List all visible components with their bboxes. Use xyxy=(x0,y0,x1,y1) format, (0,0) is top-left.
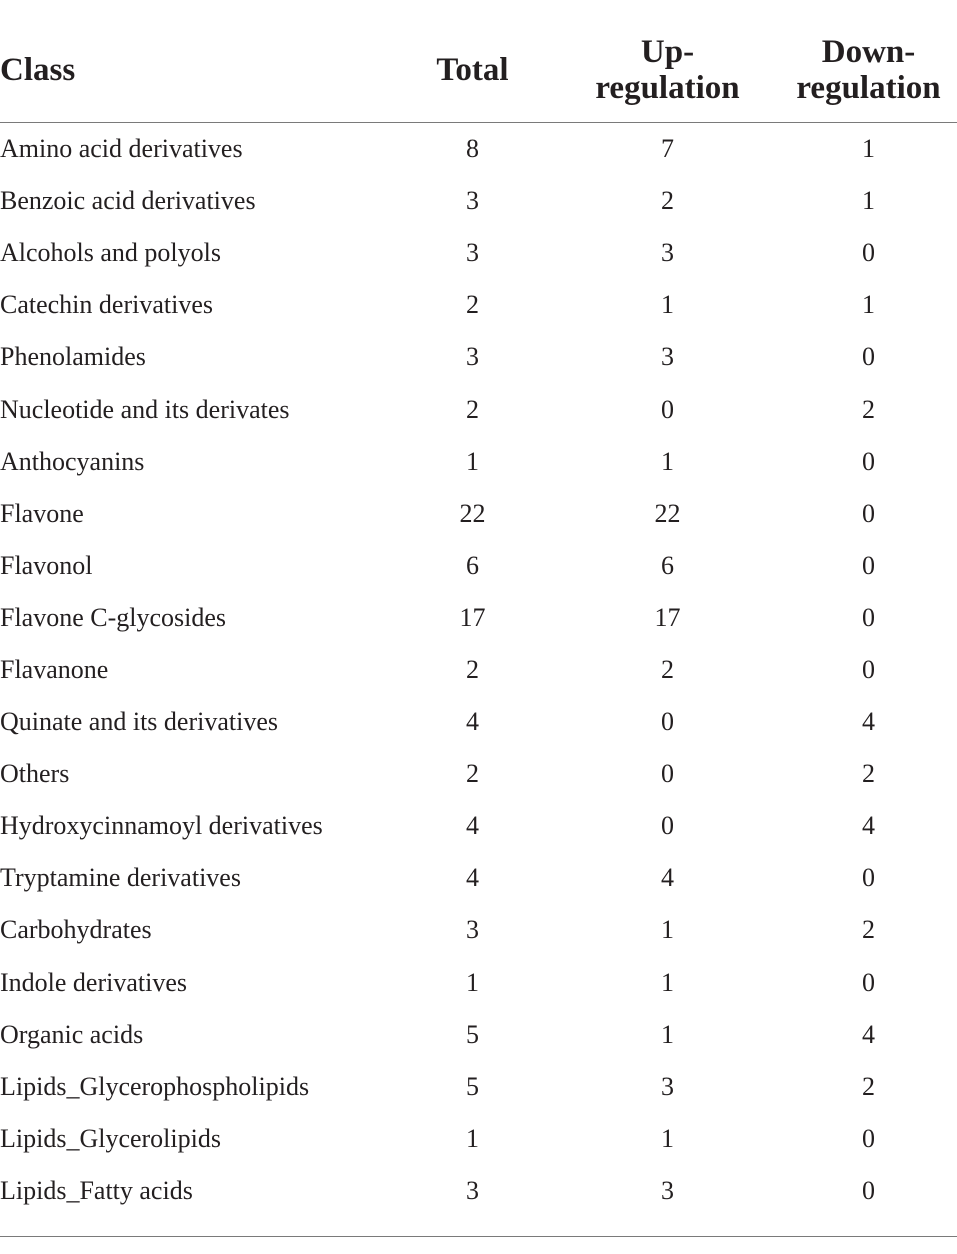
cell-up-regulation: 3 xyxy=(661,342,674,372)
cell-down-regulation: 1 xyxy=(862,290,875,320)
header-row xyxy=(0,18,957,123)
cell-up-regulation: 1 xyxy=(661,446,674,476)
table-row xyxy=(0,488,957,540)
cell-total: 17 xyxy=(459,602,486,632)
metabolite-class-table xyxy=(0,18,957,1217)
header-down-regulation xyxy=(780,18,957,123)
cell-total: 3 xyxy=(466,186,479,216)
cell-class: Phenolamides xyxy=(0,342,146,372)
table-row xyxy=(0,175,957,227)
table-bottom-rule xyxy=(0,1236,957,1237)
cell-class: Quinate and its derivatives xyxy=(0,707,278,737)
cell-class: Lipids_Glycerophospholipids xyxy=(0,1071,310,1101)
cell-total: 3 xyxy=(466,1175,479,1205)
table-row xyxy=(0,1113,957,1165)
cell-class: Flavanone xyxy=(0,654,109,684)
table-row xyxy=(0,1061,957,1113)
cell-total: 1 xyxy=(466,446,479,476)
cell-total: 3 xyxy=(466,915,479,945)
cell-class: Lipids_Fatty acids xyxy=(0,1175,193,1205)
cell-total: 2 xyxy=(466,654,479,684)
table-row xyxy=(0,644,957,696)
cell-up-regulation: 2 xyxy=(661,654,674,684)
cell-total: 4 xyxy=(466,707,479,737)
table-row xyxy=(0,123,957,176)
cell-class: Anthocyanins xyxy=(0,446,145,476)
cell-class: Catechin derivatives xyxy=(0,290,213,320)
cell-total: 1 xyxy=(466,1123,479,1153)
cell-class: Flavonol xyxy=(0,550,93,580)
table-row xyxy=(0,383,957,435)
cell-total: 3 xyxy=(466,238,479,268)
header-class xyxy=(0,18,390,123)
cell-up-regulation: 22 xyxy=(654,498,681,528)
cell-up-regulation: 1 xyxy=(661,915,674,945)
cell-down-regulation: 4 xyxy=(862,1019,875,1049)
cell-up-regulation: 1 xyxy=(661,967,674,997)
table-row xyxy=(0,436,957,488)
header-down-line1: Down- xyxy=(821,34,916,70)
cell-up-regulation: 3 xyxy=(661,1071,674,1101)
cell-down-regulation: 0 xyxy=(862,654,875,684)
cell-total: 22 xyxy=(459,498,486,528)
cell-class: Flavone xyxy=(0,498,84,528)
cell-total: 3 xyxy=(466,342,479,372)
cell-total: 8 xyxy=(466,134,479,164)
cell-down-regulation: 0 xyxy=(862,498,875,528)
header-total-label: Total xyxy=(436,52,509,88)
cell-down-regulation: 4 xyxy=(862,707,875,737)
header-up-line2: regulation xyxy=(595,70,740,106)
cell-up-regulation: 17 xyxy=(654,602,681,632)
table-header xyxy=(0,18,957,123)
table-row xyxy=(0,331,957,383)
cell-up-regulation: 3 xyxy=(661,1175,674,1205)
cell-class: Benzoic acid derivatives xyxy=(0,186,256,216)
cell-class: Organic acids xyxy=(0,1019,144,1049)
table-row xyxy=(0,748,957,800)
cell-total: 4 xyxy=(466,863,479,893)
cell-total: 2 xyxy=(466,759,479,789)
table-row xyxy=(0,1009,957,1061)
cell-down-regulation: 0 xyxy=(862,967,875,997)
cell-down-regulation: 0 xyxy=(862,446,875,476)
cell-total: 5 xyxy=(466,1071,479,1101)
cell-up-regulation: 1 xyxy=(661,1123,674,1153)
cell-class: Indole derivatives xyxy=(0,967,187,997)
cell-down-regulation: 2 xyxy=(862,394,875,424)
cell-down-regulation: 0 xyxy=(862,342,875,372)
header-up-regulation xyxy=(555,18,780,123)
cell-class: Lipids_Glycerolipids xyxy=(0,1123,221,1153)
cell-class: Flavone C-glycosides xyxy=(0,602,227,632)
cell-down-regulation: 0 xyxy=(862,550,875,580)
cell-up-regulation: 2 xyxy=(661,186,674,216)
table-row xyxy=(0,279,957,331)
cell-up-regulation: 7 xyxy=(661,134,674,164)
header-up-line1: Up- xyxy=(640,34,695,70)
cell-down-regulation: 4 xyxy=(862,811,875,841)
cell-up-regulation: 1 xyxy=(661,290,674,320)
table-body xyxy=(0,123,957,1217)
table-row xyxy=(0,957,957,1009)
cell-down-regulation: 0 xyxy=(862,1123,875,1153)
cell-class: Alcohols and polyols xyxy=(0,238,221,268)
header-down-line2: regulation xyxy=(796,70,941,106)
cell-down-regulation: 0 xyxy=(862,863,875,893)
cell-total: 5 xyxy=(466,1019,479,1049)
cell-total: 2 xyxy=(466,394,479,424)
cell-up-regulation: 4 xyxy=(661,863,674,893)
cell-total: 6 xyxy=(466,550,479,580)
table-row xyxy=(0,540,957,592)
cell-up-regulation: 6 xyxy=(661,550,674,580)
cell-total: 1 xyxy=(466,967,479,997)
table-row xyxy=(0,1165,957,1217)
cell-up-regulation: 0 xyxy=(661,811,674,841)
cell-up-regulation: 3 xyxy=(661,238,674,268)
cell-down-regulation: 2 xyxy=(862,759,875,789)
table-row xyxy=(0,904,957,956)
cell-class: Carbohydrates xyxy=(0,915,152,945)
table-row xyxy=(0,227,957,279)
table-row xyxy=(0,800,957,852)
cell-down-regulation: 1 xyxy=(862,134,875,164)
header-total xyxy=(390,18,555,123)
cell-down-regulation: 2 xyxy=(862,915,875,945)
cell-class: Nucleotide and its derivates xyxy=(0,394,290,424)
cell-class: Hydroxycinnamoyl derivatives xyxy=(0,811,323,841)
cell-down-regulation: 1 xyxy=(862,186,875,216)
cell-up-regulation: 0 xyxy=(661,707,674,737)
cell-down-regulation: 0 xyxy=(862,1175,875,1205)
cell-class: Amino acid derivatives xyxy=(0,134,243,164)
cell-down-regulation: 0 xyxy=(862,238,875,268)
cell-down-regulation: 0 xyxy=(862,602,875,632)
table-row xyxy=(0,592,957,644)
header-class-label: Class xyxy=(0,52,76,88)
cell-up-regulation: 0 xyxy=(661,394,674,424)
cell-class: Tryptamine derivatives xyxy=(0,863,241,893)
table-row xyxy=(0,852,957,904)
cell-total: 2 xyxy=(466,290,479,320)
cell-up-regulation: 1 xyxy=(661,1019,674,1049)
table-row xyxy=(0,696,957,748)
cell-class: Others xyxy=(0,759,70,789)
cell-down-regulation: 2 xyxy=(862,1071,875,1101)
cell-total: 4 xyxy=(466,811,479,841)
cell-up-regulation: 0 xyxy=(661,759,674,789)
